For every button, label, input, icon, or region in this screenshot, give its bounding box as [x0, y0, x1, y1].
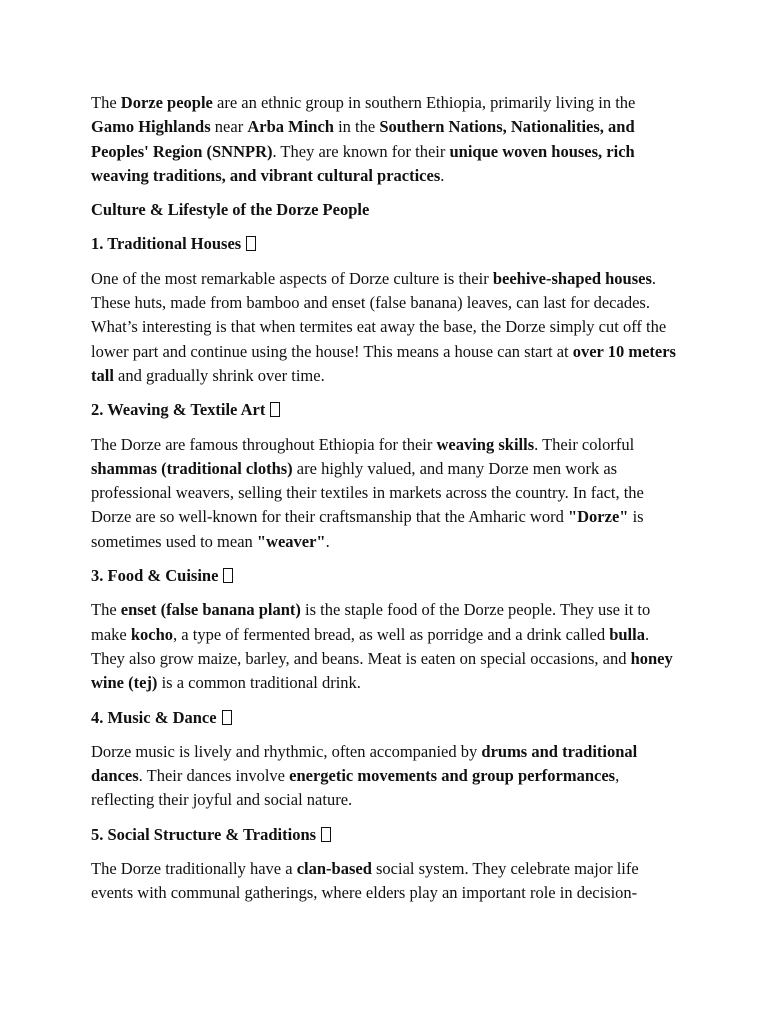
- bold-text: Southern Nations, Nationalities, and Peoples' Region (SNNPR): [91, 117, 635, 161]
- house-emoji-icon: [246, 236, 256, 251]
- section-paragraph: [91, 740, 678, 813]
- text-run: The Dorze traditionally have a: [91, 859, 297, 879]
- text-run: are highly valued, and many Dorze men work as professional weavers, selling their textiles in markets across the country. In fact, the Dorze are so well-known for their craftsmanship that the Amharic word: [91, 458, 644, 527]
- bold-text: bulla: [609, 624, 645, 644]
- bold-text: Dorze people: [120, 93, 213, 112]
- section-paragraph: [91, 433, 678, 554]
- bold-text: unique woven houses, rich weaving traditions, and vibrant cultural practices: [91, 141, 635, 185]
- bold-text: over 10 meters tall: [91, 341, 676, 385]
- bold-text: "weaver": [256, 531, 326, 551]
- text-run: The: [91, 600, 121, 620]
- text-run: . They also grow maize, barley, and beans. Meat is eaten on special occasions, and: [91, 624, 650, 668]
- text-run: are an ethnic group in southern Ethiopia, primarily living in the: [212, 93, 636, 112]
- bold-text: Gamo Highlands: [91, 117, 211, 137]
- section-heading-text: 5. Social Structure & Traditions: [91, 824, 317, 844]
- text-run: Dorze music is lively and rhythmic, often accompanied by: [91, 741, 482, 761]
- bold-text: shammas (traditional cloths): [91, 458, 293, 478]
- text-run: in the: [333, 117, 380, 137]
- bold-text: drums and traditional dances: [91, 741, 638, 786]
- intro-paragraph: [91, 91, 678, 188]
- text-run: .: [325, 531, 330, 551]
- text-run: is sometimes used to mean: [91, 507, 644, 551]
- section-heading-text: 2. Weaving & Textile Art: [91, 400, 266, 420]
- text-run: , a type of fermented bread, as well as porridge and a drink called: [173, 624, 610, 644]
- text-run: is a common traditional drink.: [157, 673, 361, 693]
- bold-text: weaving skills: [436, 434, 535, 454]
- section-paragraph: [91, 857, 678, 906]
- food-emoji-icon: [223, 568, 233, 583]
- text-run: The: [91, 93, 121, 112]
- thread-emoji-icon: [270, 402, 280, 417]
- text-run: The Dorze are famous throughout Ethiopia for their: [91, 434, 437, 454]
- text-run: . They are known for their: [272, 141, 450, 161]
- section-heading-text: 4. Music & Dance: [91, 707, 217, 727]
- section-paragraph: [91, 598, 678, 695]
- section-heading-text: 3. Food & Cuisine: [91, 566, 219, 586]
- section-heading: [91, 398, 678, 422]
- text-run: is the staple food of the Dorze people. They use it to make: [91, 600, 651, 644]
- text-run: One of the most remarkable aspects of Dorze culture is their: [91, 268, 493, 288]
- section-heading: [91, 823, 678, 847]
- text-run: social system. They celebrate major life events with communal gatherings, where elders play an important role in decision-: [91, 859, 639, 903]
- text-run: . Their dances involve: [138, 766, 290, 786]
- text-run: , reflecting their joyful and social nature.: [91, 766, 620, 810]
- text-run: . These huts, made from bamboo and enset (false banana) leaves, can last for decades. What’s interesting is that when termites eat away the base, the Dorze simply cut off the lower part and continue using the house! This means a house can start at: [91, 268, 667, 361]
- music-emoji-icon: [222, 710, 232, 725]
- bold-text: clan-based: [296, 859, 372, 879]
- sections-container: [91, 232, 678, 905]
- text-run: . Their colorful: [534, 434, 635, 454]
- section-heading-text: 1. Traditional Houses: [91, 234, 242, 254]
- section-heading: [91, 232, 678, 256]
- section-heading: [91, 564, 678, 588]
- section-heading: [91, 706, 678, 730]
- bold-text: energetic movements and group performances: [289, 766, 616, 786]
- bold-text: honey wine (tej): [91, 648, 673, 693]
- bold-text: kocho: [130, 624, 174, 644]
- text-run: and gradually shrink over time.: [113, 365, 325, 385]
- bold-text: Arba Minch: [247, 117, 334, 137]
- bold-text: "Dorze": [567, 507, 629, 527]
- bold-text: enset (false banana plant): [120, 600, 301, 620]
- text-run: .: [440, 165, 445, 185]
- section-title: Culture & Lifestyle of the Dorze People: [91, 200, 370, 220]
- people-emoji-icon: [321, 827, 331, 842]
- text-run: near: [210, 117, 248, 137]
- section-paragraph: [91, 267, 678, 388]
- bold-text: beehive-shaped houses: [492, 268, 652, 288]
